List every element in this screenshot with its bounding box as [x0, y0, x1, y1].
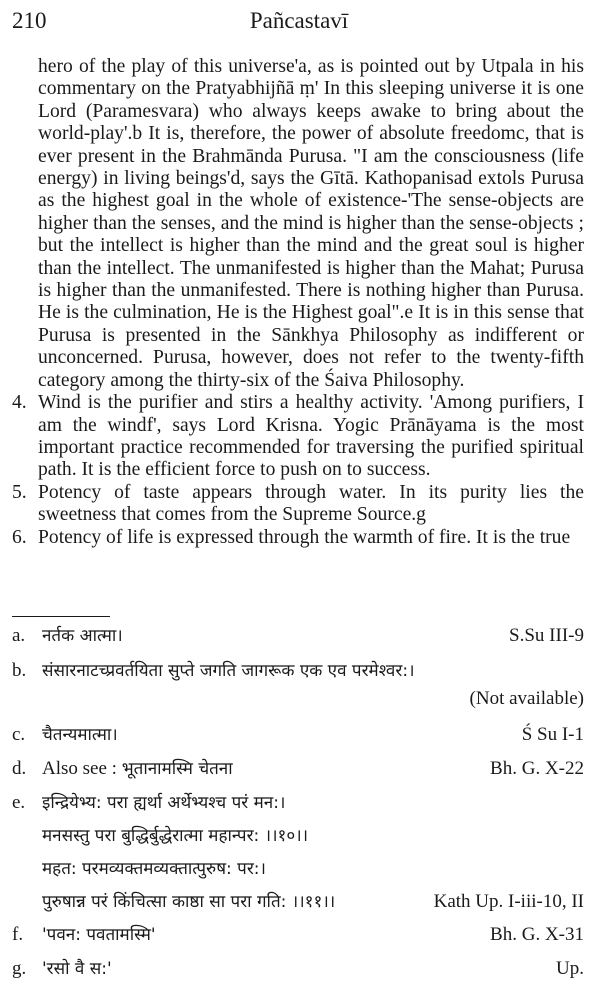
footnote-e-line: [12, 856, 584, 889]
item-number: 4.: [12, 392, 27, 414]
list-item: [12, 482, 584, 527]
footnote-letter: b.: [12, 660, 27, 681]
list-item: [12, 527, 584, 549]
footnote-text: संसारनाटच्प्रवर्तयिता सुप्ते जगति जागरूक एक एव परमेश्वर:।: [42, 661, 415, 681]
footnote-text: भूतानामस्मि चेतना: [121, 759, 233, 779]
footnote-prefix: Also see :: [42, 758, 117, 779]
item-text: Potency of life is expressed through the warmth of fire. It is the true: [38, 526, 571, 548]
footnote-reference: Kath Up. I-iii-10, II: [433, 891, 584, 912]
footnote-c: [12, 722, 584, 756]
footnote-e-line: [12, 823, 584, 856]
verse-line: मनसस्तु परा बुद्धिर्बुद्धेरात्मा महान्पर: ।।१०।।: [42, 826, 309, 846]
verse-line: इन्द्रियेभ्य: परा ह्यर्था अर्थेभ्यश्च परं मन:।: [42, 793, 286, 813]
list-item: [12, 392, 584, 482]
item-number: 5.: [12, 481, 27, 503]
footnote-letter: c.: [12, 724, 26, 745]
footnote-text: नर्तक आत्मा।: [42, 626, 123, 646]
footnote-letter: a.: [12, 625, 26, 646]
footnote-text: 'रसो वै स:': [42, 959, 112, 979]
footnote-reference: Ś Su I-1: [521, 724, 584, 745]
footnote-divider: [12, 616, 110, 617]
footnote-reference: (Not available): [469, 688, 584, 709]
footnote-e: [12, 790, 584, 823]
footnote-d: [12, 756, 584, 790]
verse-line: महत: परमव्यक्तमव्यक्तात्पुरुष: पर:।: [42, 859, 266, 879]
footnotes: [12, 623, 584, 990]
footnote-letter: g.: [12, 958, 27, 979]
page-number: 210: [12, 8, 47, 33]
footnote-letter: e.: [12, 792, 26, 813]
item-text: Wind is the purifier and stirs a healthy activity. 'Among purifiers, I am the windf', says Lord Krisna. Yogic Prānāyama is the most important practice recommended for traversing the purified spiritual path. It is the efficient force to push on to success.: [38, 392, 584, 481]
footnote-text: चैतन्यमात्मा।: [42, 725, 118, 745]
footnote-letter: f.: [12, 924, 24, 945]
footnote-reference: Bh. G. X-31: [490, 924, 584, 945]
footnote-a: [12, 623, 584, 658]
footnote-g: [12, 956, 584, 990]
running-title: Pañcastavī: [249, 8, 349, 33]
footnote-b: [12, 658, 584, 688]
item-text: Potency of taste appears through water. In its purity lies the sweetness that comes from the Supreme Source.g: [38, 481, 584, 526]
opening-paragraph: hero of the play of this universe'a, as is pointed out by Utpala in his commentary on the Pratyabhijñā ṃ' In this sleeping universe it is one Lord (Paramesvara) who always keeps awake to bring about the world-play'.b It is, therefore, the power of absolute freedomc, that is ever present in the Brahmānda Purusa. "I am the consciousness (life energy) in living beings'd, says the Gītā. Kathopanisad extols Purusa as the highest goal in the whole of existence-'The sense-objects are higher than the senses, and the mind is higher than the sense-objects ; but the intellect is higher than the mind and the great soul is higher than the intellect. The unmanifested is higher than the Mahat; Purusa is higher than the unmanifested. There is nothing higher than Purusa. He is the culmination, He is the Highest goal".e It is in this sense that Purusa is presented in the Sānkhya Philosophy as indifferent or unconcerned. Purusa, however, does not refer to the twenty-fifth category among the thirty-six of the Śaiva Philosophy.: [38, 56, 584, 391]
verse-line: पुरुषान्न परं किंचित्सा काष्ठा सा परा गति: ।।११।।: [42, 892, 336, 912]
footnote-letter: d.: [12, 758, 27, 779]
page-header: [12, 8, 586, 40]
main-text: [12, 56, 584, 549]
footnote-reference: S.Su III-9: [509, 625, 584, 646]
footnote-text: 'पवन: पवतामस्मि': [42, 925, 156, 945]
footnote-f: [12, 922, 584, 956]
footnote-e-line: [12, 889, 584, 922]
item-number: 6.: [12, 526, 27, 548]
footnote-reference: Up.: [556, 958, 584, 979]
footnote-reference: Bh. G. X-22: [490, 758, 584, 779]
